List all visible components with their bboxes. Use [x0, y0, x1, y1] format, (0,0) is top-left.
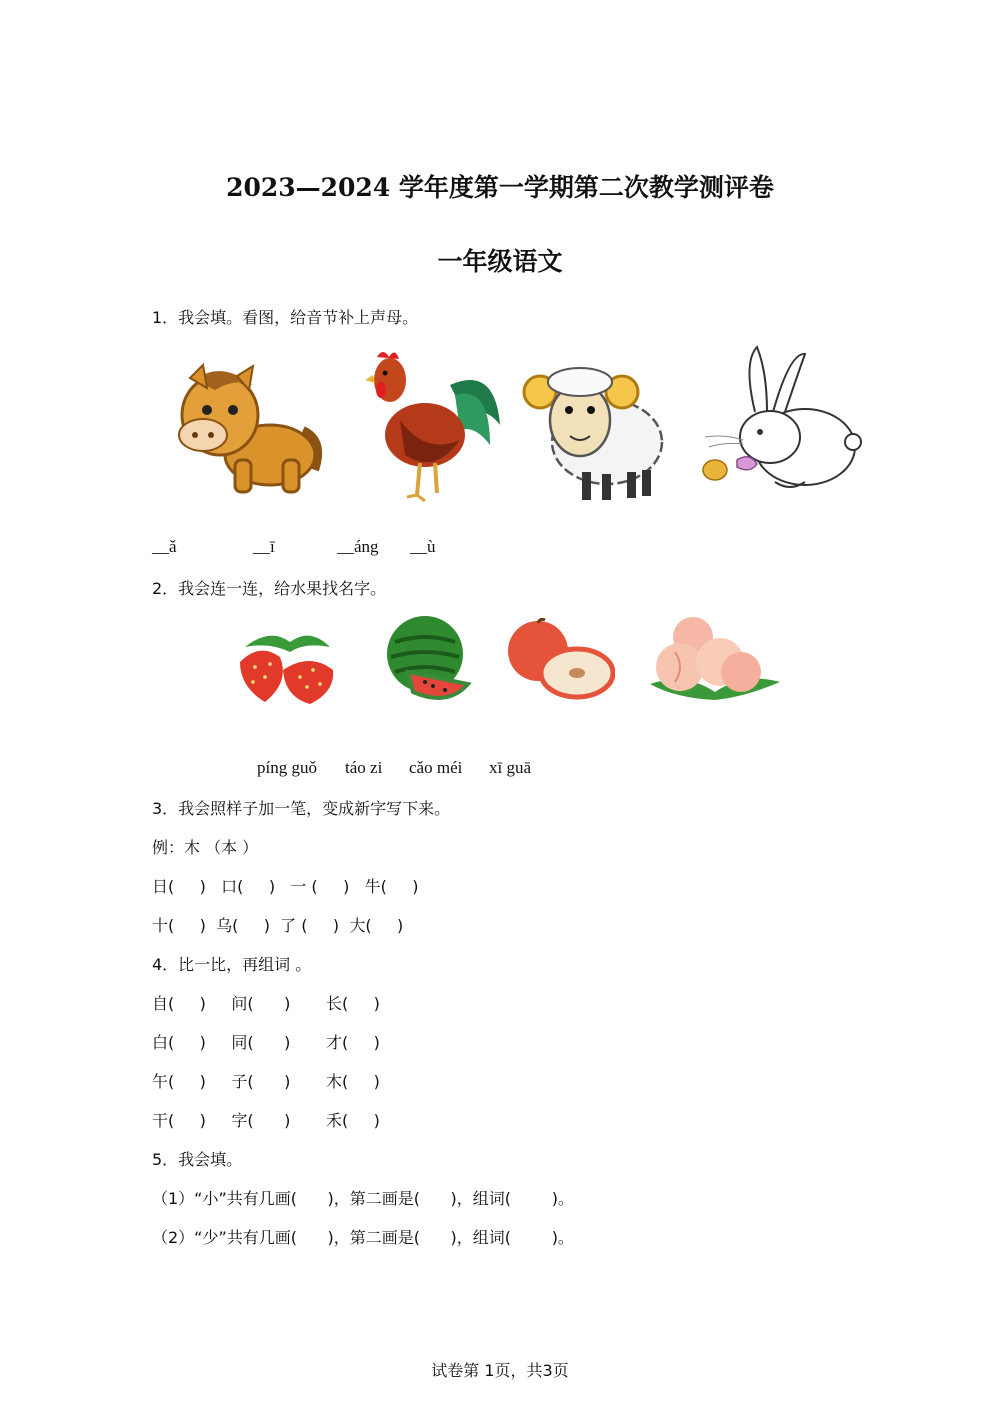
page-footer: 试卷第 1页，共3页 [431, 1361, 569, 1380]
rooster-picture [365, 345, 505, 505]
pinyin-blank-4: __ù [410, 537, 436, 556]
rabbit-picture [695, 342, 865, 497]
question-3-row-2: 十( ) 乌( ) 了 ( ) 大( ) [152, 916, 404, 935]
question-4-row-1: 自( ) 问( ) 长( ) [152, 994, 380, 1013]
sheep-picture [522, 362, 672, 507]
fruit-word-2: táo zi [345, 758, 383, 777]
fruit-word-1: píng guǒ [257, 758, 317, 777]
question-1-prompt: 1．我会填。看图，给音节补上声母。 [152, 308, 419, 327]
fruit-word-3: cǎo méi [409, 758, 463, 777]
question-4-row-3: 午( ) 子( ) 木( ) [152, 1072, 380, 1091]
horse-picture [175, 360, 325, 500]
apple-picture [505, 618, 615, 700]
peach-picture [645, 612, 785, 702]
pinyin-blank-1: __ǎ [152, 537, 177, 556]
question-3-example: 例：木 （本 ） [152, 838, 259, 857]
question-5-prompt: 5．我会填。 [152, 1150, 243, 1169]
exam-subtitle: 一年级语文 [437, 247, 563, 276]
strawberry-picture [235, 622, 340, 707]
question-3-prompt: 3．我会照样子加一笔，变成新字写下来。 [152, 799, 451, 818]
question-3-row-1: 日( ) 口( ) 一 ( ) 牛( ) [152, 877, 419, 896]
pinyin-blank-2: __ī [253, 537, 275, 556]
fruit-word-4: xī guā [489, 758, 532, 777]
watermelon-picture [383, 612, 473, 707]
question-4-prompt: 4．比一比，再组词 。 [152, 955, 312, 974]
question-4-row-4: 干( ) 字( ) 禾( ) [152, 1111, 380, 1130]
question-4-row-2: 白( ) 同( ) 才( ) [152, 1033, 380, 1052]
question-5-item-1: （1）“小”共有几画( )，第二画是( )，组词( )。 [152, 1189, 574, 1208]
question-5-item-2: （2）“少”共有几画( )，第二画是( )，组词( )。 [152, 1228, 574, 1247]
pinyin-blank-3: __áng [337, 537, 379, 556]
exam-title: 2023—2024 学年度第一学期第二次教学测评卷 [226, 173, 774, 202]
question-2-prompt: 2．我会连一连，给水果找名字。 [152, 579, 387, 598]
